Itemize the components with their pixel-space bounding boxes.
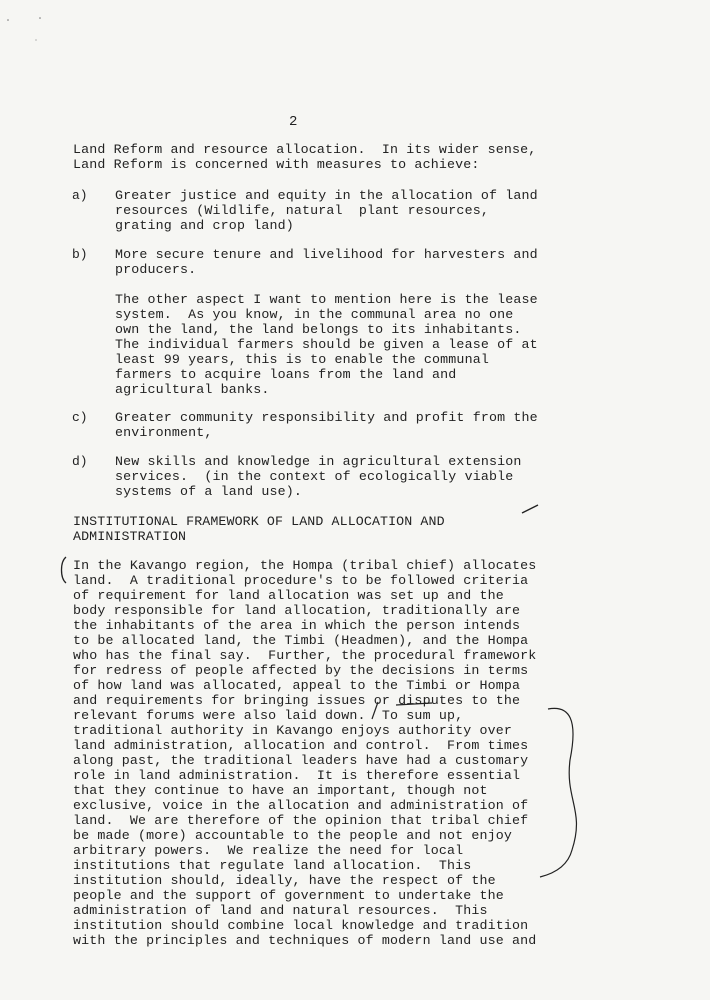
list-item-a-line: Greater justice and equity in the allocation of land xyxy=(115,188,538,203)
body-line: institutions that regulate land allocation. This xyxy=(73,858,472,873)
body-line: land administration, allocation and control. From times xyxy=(73,738,529,753)
lease-paragraph-line: farmers to acquire loans from the land and xyxy=(115,367,457,382)
intro-line: Land Reform is concerned with measures to achieve: xyxy=(73,157,480,172)
left-bracket-mark xyxy=(62,557,67,583)
body-line: with the principles and techniques of modern land use and xyxy=(73,933,537,948)
speck-mark xyxy=(39,17,41,19)
lease-paragraph-line: own the land, the land belongs to its inhabitants. xyxy=(115,322,522,337)
lease-paragraph-line: least 99 years, this is to enable the communal xyxy=(115,352,489,367)
body-line: traditional authority in Kavango enjoys authority over xyxy=(73,723,512,738)
list-item-a-line: resources (Wildlife, natural plant resources, xyxy=(115,203,489,218)
lease-paragraph-line: The other aspect I want to mention here is the lease xyxy=(115,292,538,307)
list-marker-d: d) xyxy=(72,454,88,469)
list-item-c-line: Greater community responsibility and profit from the xyxy=(115,410,538,425)
right-bracket-mark xyxy=(540,708,576,877)
body-line: institution should, ideally, have the respect of the xyxy=(73,873,496,888)
body-line: administration of land and natural resources. This xyxy=(73,903,488,918)
body-line: role in land administration. It is therefore essential xyxy=(73,768,521,783)
list-marker-c: c) xyxy=(72,410,88,425)
body-line: people and the support of government to undertake the xyxy=(73,888,504,903)
list-item-d-line: systems of a land use). xyxy=(115,484,302,499)
body-line: to be allocated land, the Timbi (Headmen), and the Hompa xyxy=(73,633,529,648)
body-line: exclusive, voice in the allocation and administration of xyxy=(73,798,529,813)
page-number: 2 xyxy=(289,114,298,130)
list-marker-b: b) xyxy=(72,247,88,262)
body-line: be made (more) accountable to the people and not enjoy xyxy=(73,828,512,843)
intro-line: Land Reform and resource allocation. In its wider sense, xyxy=(73,142,537,157)
body-line: institution should combine local knowledge and tradition xyxy=(73,918,529,933)
body-line: In the Kavango region, the Hompa (tribal chief) allocates xyxy=(73,558,537,573)
list-item-c-line: environment, xyxy=(115,425,213,440)
list-item-d-line: services. (in the context of ecologically viable xyxy=(115,469,514,484)
section-heading: ADMINISTRATION xyxy=(73,529,187,544)
list-item-a-line: grating and crop land) xyxy=(115,218,294,233)
list-item-b-line: More secure tenure and livelihood for harvesters and xyxy=(115,247,538,262)
body-line: arbitrary powers. We realize the need for local xyxy=(73,843,464,858)
checkmark-icon xyxy=(522,505,538,513)
speck-mark xyxy=(35,39,36,40)
lease-paragraph-line: system. As you know, in the communal area no one xyxy=(115,307,514,322)
body-line: body responsible for land allocation, traditionally are xyxy=(73,603,521,618)
list-item-d-line: New skills and knowledge in agricultural extension xyxy=(115,454,522,469)
body-line: that they continue to have an important, though not xyxy=(73,783,488,798)
list-item-b-line: producers. xyxy=(115,262,197,277)
list-marker-a: a) xyxy=(72,188,88,203)
body-line: the inhabitants of the area in which the person intends xyxy=(73,618,521,633)
body-line: land. We are therefore of the opinion that tribal chief xyxy=(73,813,529,828)
body-line: and requirements for bringing issues or disputes to the xyxy=(73,693,521,708)
section-heading: INSTITUTIONAL FRAMEWORK OF LAND ALLOCATION AND xyxy=(73,514,445,529)
lease-paragraph-line: The individual farmers should be given a lease of at xyxy=(115,337,538,352)
body-line: for redress of people affected by the decisions in terms xyxy=(73,663,529,678)
body-line: who has the final say. Further, the procedural framework xyxy=(73,648,537,663)
lease-paragraph-line: agricultural banks. xyxy=(115,382,270,397)
body-line: of requirement for land allocation was set up and the xyxy=(73,588,504,603)
body-line: relevant forums were also laid down. To sum up, xyxy=(73,708,464,723)
speck-mark xyxy=(7,19,9,21)
body-line: land. A traditional procedure's to be followed criteria xyxy=(73,573,529,588)
body-line: along past, the traditional leaders have had a customary xyxy=(73,753,529,768)
body-line: of how land was allocated, appeal to the Timbi or Hompa xyxy=(73,678,521,693)
